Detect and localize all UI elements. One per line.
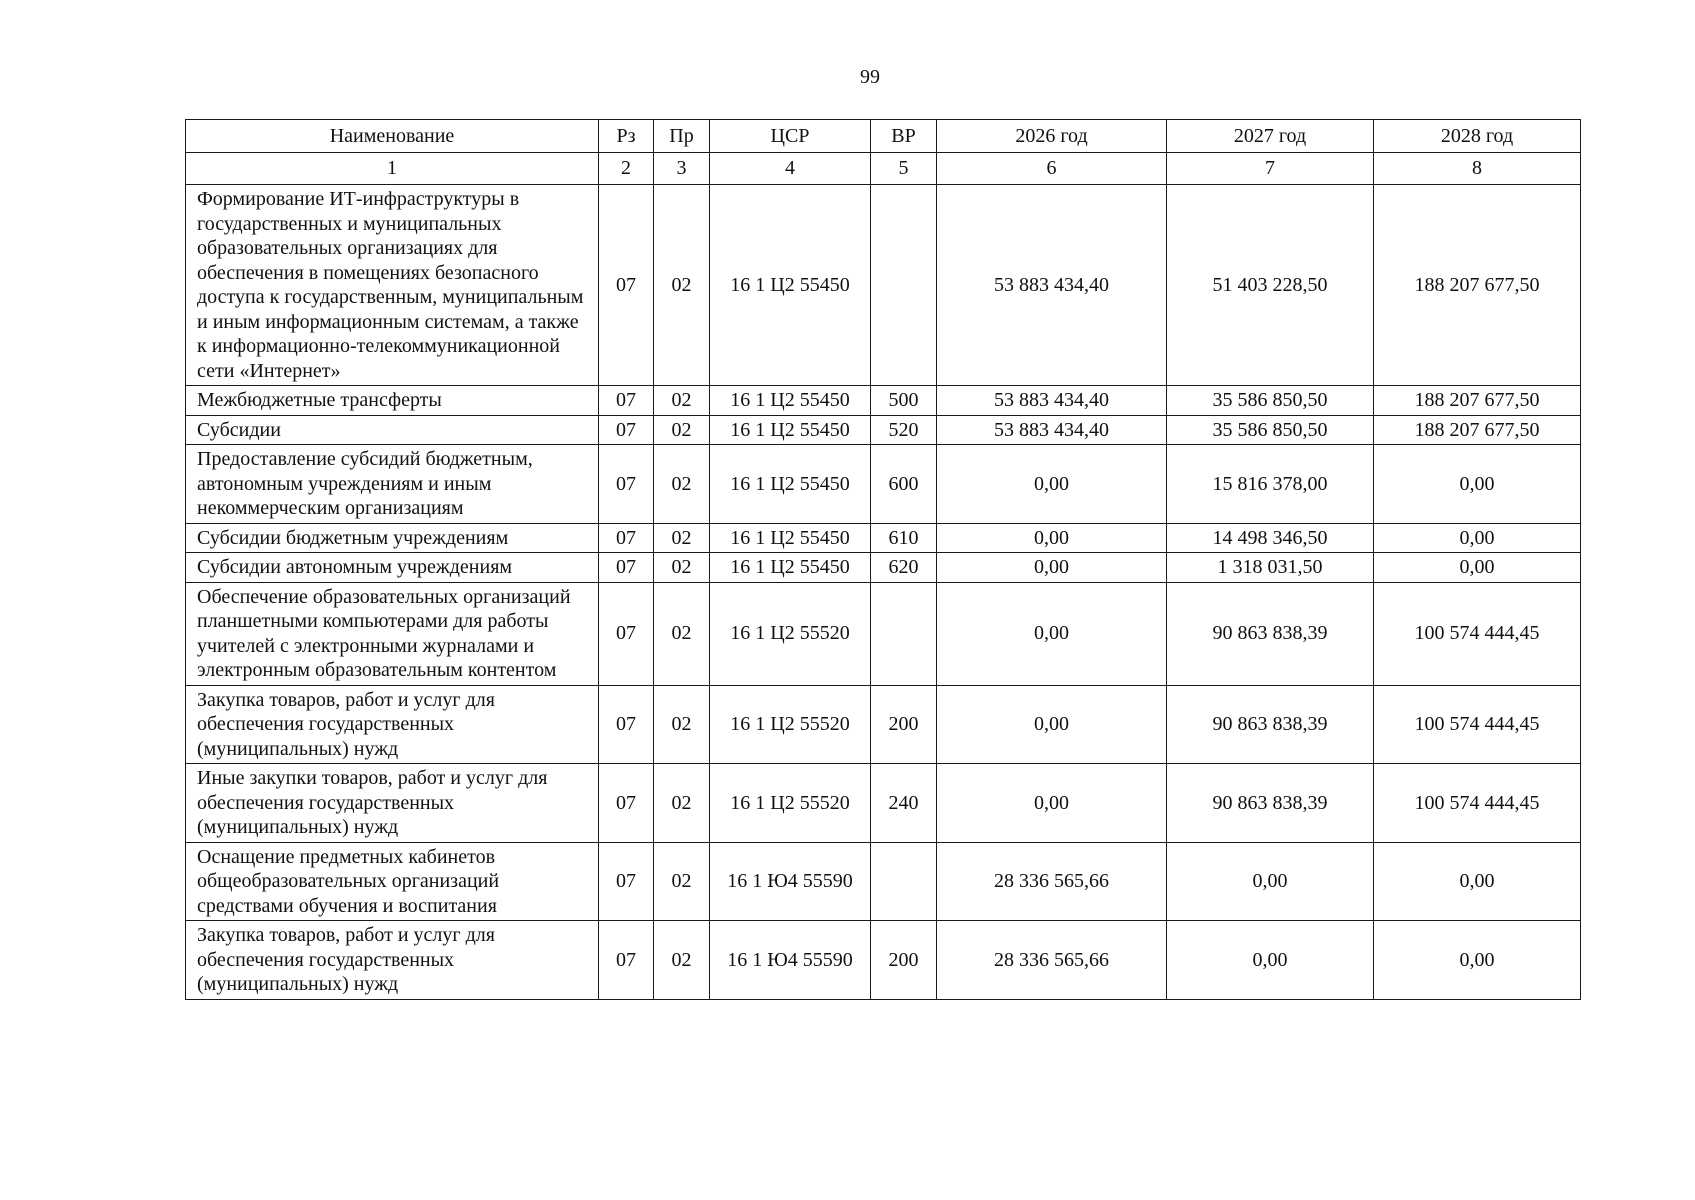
row-vr: 500 [871, 386, 937, 416]
row-2027: 35 586 850,50 [1167, 415, 1374, 445]
row-name: Субсидии автономным учреждениям [186, 553, 599, 583]
row-2026: 53 883 434,40 [937, 386, 1167, 416]
row-name: Формирование ИТ-инфраструктуры в государственных и муниципальных образовательных организациях для обеспечения в помещениях безопасного доступа к государственным, муниципальным и иным информационным системам, а также к информационно-телекоммуникационной сети «Интернет» [186, 185, 599, 386]
column-number: 3 [654, 153, 710, 185]
header-pr: Пр [654, 120, 710, 153]
table-row [186, 842, 1581, 921]
page-number: 99 [860, 66, 880, 88]
row-rz: 07 [599, 764, 654, 843]
row-2028: 100 574 444,45 [1374, 582, 1581, 685]
column-number-row [186, 153, 1581, 185]
row-2026: 53 883 434,40 [937, 185, 1167, 386]
row-name: Оснащение предметных кабинетов общеобразовательных организаций средствами обучения и воспитания [186, 842, 599, 921]
row-2028: 0,00 [1374, 553, 1581, 583]
table-row [186, 185, 1581, 386]
row-csr: 16 1 Ю4 55590 [710, 921, 871, 1000]
row-pr: 02 [654, 445, 710, 524]
header-2028: 2028 год [1374, 120, 1581, 153]
row-2028: 0,00 [1374, 523, 1581, 553]
table-row [186, 386, 1581, 416]
column-number: 8 [1374, 153, 1581, 185]
row-vr: 200 [871, 921, 937, 1000]
row-vr [871, 582, 937, 685]
row-csr: 16 1 Ц2 55520 [710, 582, 871, 685]
header-row [186, 120, 1581, 153]
row-2026: 0,00 [937, 523, 1167, 553]
row-2026: 53 883 434,40 [937, 415, 1167, 445]
row-2026: 28 336 565,66 [937, 921, 1167, 1000]
row-pr: 02 [654, 764, 710, 843]
row-csr: 16 1 Ц2 55450 [710, 445, 871, 524]
row-2027: 90 863 838,39 [1167, 764, 1374, 843]
row-2027: 90 863 838,39 [1167, 685, 1374, 764]
row-csr: 16 1 Ц2 55450 [710, 523, 871, 553]
table-row [186, 582, 1581, 685]
row-rz: 07 [599, 553, 654, 583]
row-vr: 600 [871, 445, 937, 524]
row-rz: 07 [599, 523, 654, 553]
row-name: Закупка товаров, работ и услуг для обеспечения государственных (муниципальных) нужд [186, 921, 599, 1000]
row-csr: 16 1 Ц2 55450 [710, 553, 871, 583]
header-csr: ЦСР [710, 120, 871, 153]
row-csr: 16 1 Ц2 55520 [710, 685, 871, 764]
column-number: 5 [871, 153, 937, 185]
row-pr: 02 [654, 582, 710, 685]
row-2028: 0,00 [1374, 921, 1581, 1000]
row-2027: 0,00 [1167, 921, 1374, 1000]
row-rz: 07 [599, 842, 654, 921]
row-rz: 07 [599, 921, 654, 1000]
row-name: Иные закупки товаров, работ и услуг для обеспечения государственных (муниципальных) нужд [186, 764, 599, 843]
row-pr: 02 [654, 523, 710, 553]
row-csr: 16 1 Ц2 55450 [710, 415, 871, 445]
row-vr [871, 185, 937, 386]
row-2027: 51 403 228,50 [1167, 185, 1374, 386]
row-2026: 28 336 565,66 [937, 842, 1167, 921]
row-pr: 02 [654, 685, 710, 764]
row-2028: 0,00 [1374, 445, 1581, 524]
row-2027: 90 863 838,39 [1167, 582, 1374, 685]
row-rz: 07 [599, 685, 654, 764]
column-number: 4 [710, 153, 871, 185]
header-name: Наименование [186, 120, 599, 153]
column-number: 1 [186, 153, 599, 185]
table-row [186, 415, 1581, 445]
header-2027: 2027 год [1167, 120, 1374, 153]
row-rz: 07 [599, 185, 654, 386]
table-row [186, 553, 1581, 583]
row-2028: 100 574 444,45 [1374, 764, 1581, 843]
row-pr: 02 [654, 415, 710, 445]
row-name: Обеспечение образовательных организаций планшетными компьютерами для работы учителей с электронными журналами и электронным образовательным контентом [186, 582, 599, 685]
row-name: Закупка товаров, работ и услуг для обеспечения государственных (муниципальных) нужд [186, 685, 599, 764]
row-name: Предоставление субсидий бюджетным, автономным учреждениям и иным некоммерческим организациям [186, 445, 599, 524]
row-rz: 07 [599, 386, 654, 416]
row-2026: 0,00 [937, 582, 1167, 685]
row-2028: 188 207 677,50 [1374, 386, 1581, 416]
row-2026: 0,00 [937, 764, 1167, 843]
row-csr: 16 1 Ю4 55590 [710, 842, 871, 921]
row-vr [871, 842, 937, 921]
row-csr: 16 1 Ц2 55450 [710, 185, 871, 386]
column-number: 6 [937, 153, 1167, 185]
row-2027: 35 586 850,50 [1167, 386, 1374, 416]
header-2026: 2026 год [937, 120, 1167, 153]
budget-table [185, 119, 1581, 1000]
row-csr: 16 1 Ц2 55450 [710, 386, 871, 416]
row-2027: 0,00 [1167, 842, 1374, 921]
column-number: 7 [1167, 153, 1374, 185]
row-pr: 02 [654, 553, 710, 583]
header-vr: ВР [871, 120, 937, 153]
row-2027: 14 498 346,50 [1167, 523, 1374, 553]
row-2026: 0,00 [937, 685, 1167, 764]
row-2028: 0,00 [1374, 842, 1581, 921]
row-2026: 0,00 [937, 445, 1167, 524]
row-vr: 620 [871, 553, 937, 583]
row-rz: 07 [599, 445, 654, 524]
table-row [186, 764, 1581, 843]
row-vr: 520 [871, 415, 937, 445]
row-vr: 240 [871, 764, 937, 843]
row-name: Межбюджетные трансферты [186, 386, 599, 416]
row-pr: 02 [654, 386, 710, 416]
table-row [186, 445, 1581, 524]
row-vr: 610 [871, 523, 937, 553]
row-2028: 188 207 677,50 [1374, 415, 1581, 445]
row-name: Субсидии бюджетным учреждениям [186, 523, 599, 553]
row-pr: 02 [654, 185, 710, 386]
header-rz: Рз [599, 120, 654, 153]
row-pr: 02 [654, 842, 710, 921]
row-rz: 07 [599, 582, 654, 685]
table-row [186, 921, 1581, 1000]
row-rz: 07 [599, 415, 654, 445]
row-2028: 100 574 444,45 [1374, 685, 1581, 764]
row-2028: 188 207 677,50 [1374, 185, 1581, 386]
row-pr: 02 [654, 921, 710, 1000]
row-2026: 0,00 [937, 553, 1167, 583]
row-vr: 200 [871, 685, 937, 764]
table-row [186, 685, 1581, 764]
row-2027: 15 816 378,00 [1167, 445, 1374, 524]
row-csr: 16 1 Ц2 55520 [710, 764, 871, 843]
row-2027: 1 318 031,50 [1167, 553, 1374, 583]
row-name: Субсидии [186, 415, 599, 445]
table-row [186, 523, 1581, 553]
column-number: 2 [599, 153, 654, 185]
